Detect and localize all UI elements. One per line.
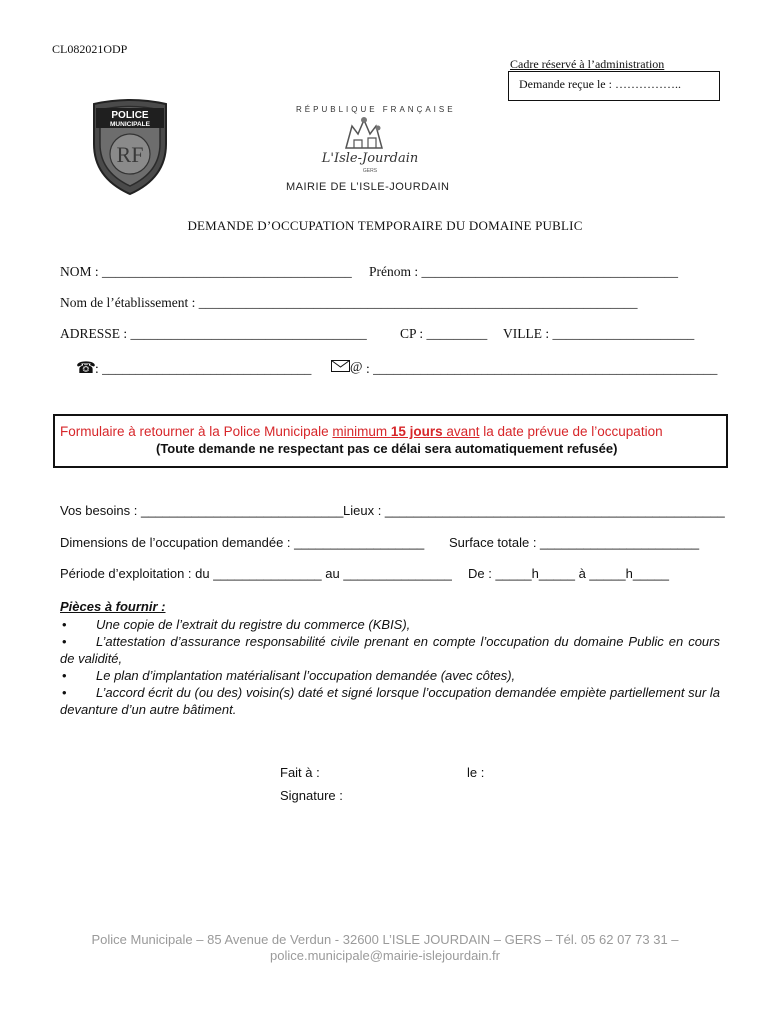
dimensions-field[interactable]: Dimensions de l’occupation demandée : __________________ [60,535,425,550]
bullet: • [62,617,67,632]
vos-besoins-field[interactable]: Vos besoins : ____________________________ [60,503,344,518]
nom-field[interactable]: NOM : _____________________________________ [60,264,352,279]
cp-field[interactable]: CP : _________ [400,326,488,341]
document-reference: CL082021ODP [52,42,128,56]
police-municipale-badge-logo [88,98,172,196]
date-label: le : [467,765,485,780]
envelope-icon [331,360,350,372]
notice-deadline-text: Formulaire à retourner à la Police Municipale minimum 15 jours avant la date prévue de l’occupation [60,424,663,439]
admin-box-title: Cadre réservé à l’administration [510,57,665,71]
list-item: • L’attestation d’assurance responsabilité civile prenant en compte l’occupation du domaine Public en cours de validité, [60,634,720,666]
ville-field[interactable]: VILLE : _____________________ [503,326,695,341]
mairie-isle-jourdain-logo [318,112,422,178]
document-title: DEMANDE D’OCCUPATION TEMPORAIRE DU DOMAINE PUBLIC [187,218,583,233]
notice-refusal-text: (Toute demande ne respectant pas ce délai sera automatiquement refusée) [156,441,618,456]
list-item: • L’accord écrit du (ou des) voisin(s) daté et signé lorsque l’occupation demandée empiète partiellement sur la devanture d’un autre bâtiment. [60,685,720,717]
lieux-field[interactable]: Lieux : _______________________________________________ [343,503,725,518]
email-field[interactable]: : ___________________________________________________ [366,361,718,376]
prenom-field[interactable]: Prénom : ______________________________________ [369,264,678,279]
signature-label: Signature : [280,788,343,803]
footer-address: Police Municipale – 85 Avenue de Verdun - 32600 L’ISLE JOURDAIN – GERS – Tél. 05 62 07 73 31 – [91,932,679,947]
bullet: • [62,668,67,683]
bullet: • [62,634,67,649]
adresse-field[interactable]: ADRESSE : ___________________________________ [60,326,367,341]
fait-a-label: Fait à : [280,765,320,780]
etablissement-field[interactable]: Nom de l’établissement : _________________________________________________________________ [60,295,638,310]
at-sign: @ [350,359,363,374]
republique-francaise-text: RÉPUBLIQUE FRANÇAISE [296,105,456,114]
badge-top-text: POLICE [111,110,149,121]
phone-field[interactable]: : _______________________________ [95,361,312,376]
phone-icon: ☎ [76,360,96,377]
footer-email: police.municipale@mairie-islejourdain.fr [270,948,500,963]
mairie-name: MAIRIE DE L’ISLE-JOURDAIN [286,181,450,193]
bullet: • [62,685,67,700]
admin-received-date: Demande reçue le : …………….. [519,77,681,91]
periode-field[interactable]: Période d’exploitation : du _______________ au _______________ [60,566,452,581]
pieces-title: Pièces à fournir : [60,599,166,614]
horaires-field[interactable]: De : _____h_____ à _____h_____ [468,566,669,581]
logo-town-name: L'Isle-Jourdain [321,151,419,166]
badge-sub-text: MUNICIPALE [110,121,150,128]
list-item: • Le plan d’implantation matérialisant l’occupation demandée (avec côtes), [62,668,516,683]
logo-gers: GERS [362,168,378,174]
surface-field[interactable]: Surface totale : ______________________ [449,535,700,550]
badge-initials: RF [116,142,144,167]
list-item: • Une copie de l’extrait du registre du commerce (KBIS), [62,617,411,632]
